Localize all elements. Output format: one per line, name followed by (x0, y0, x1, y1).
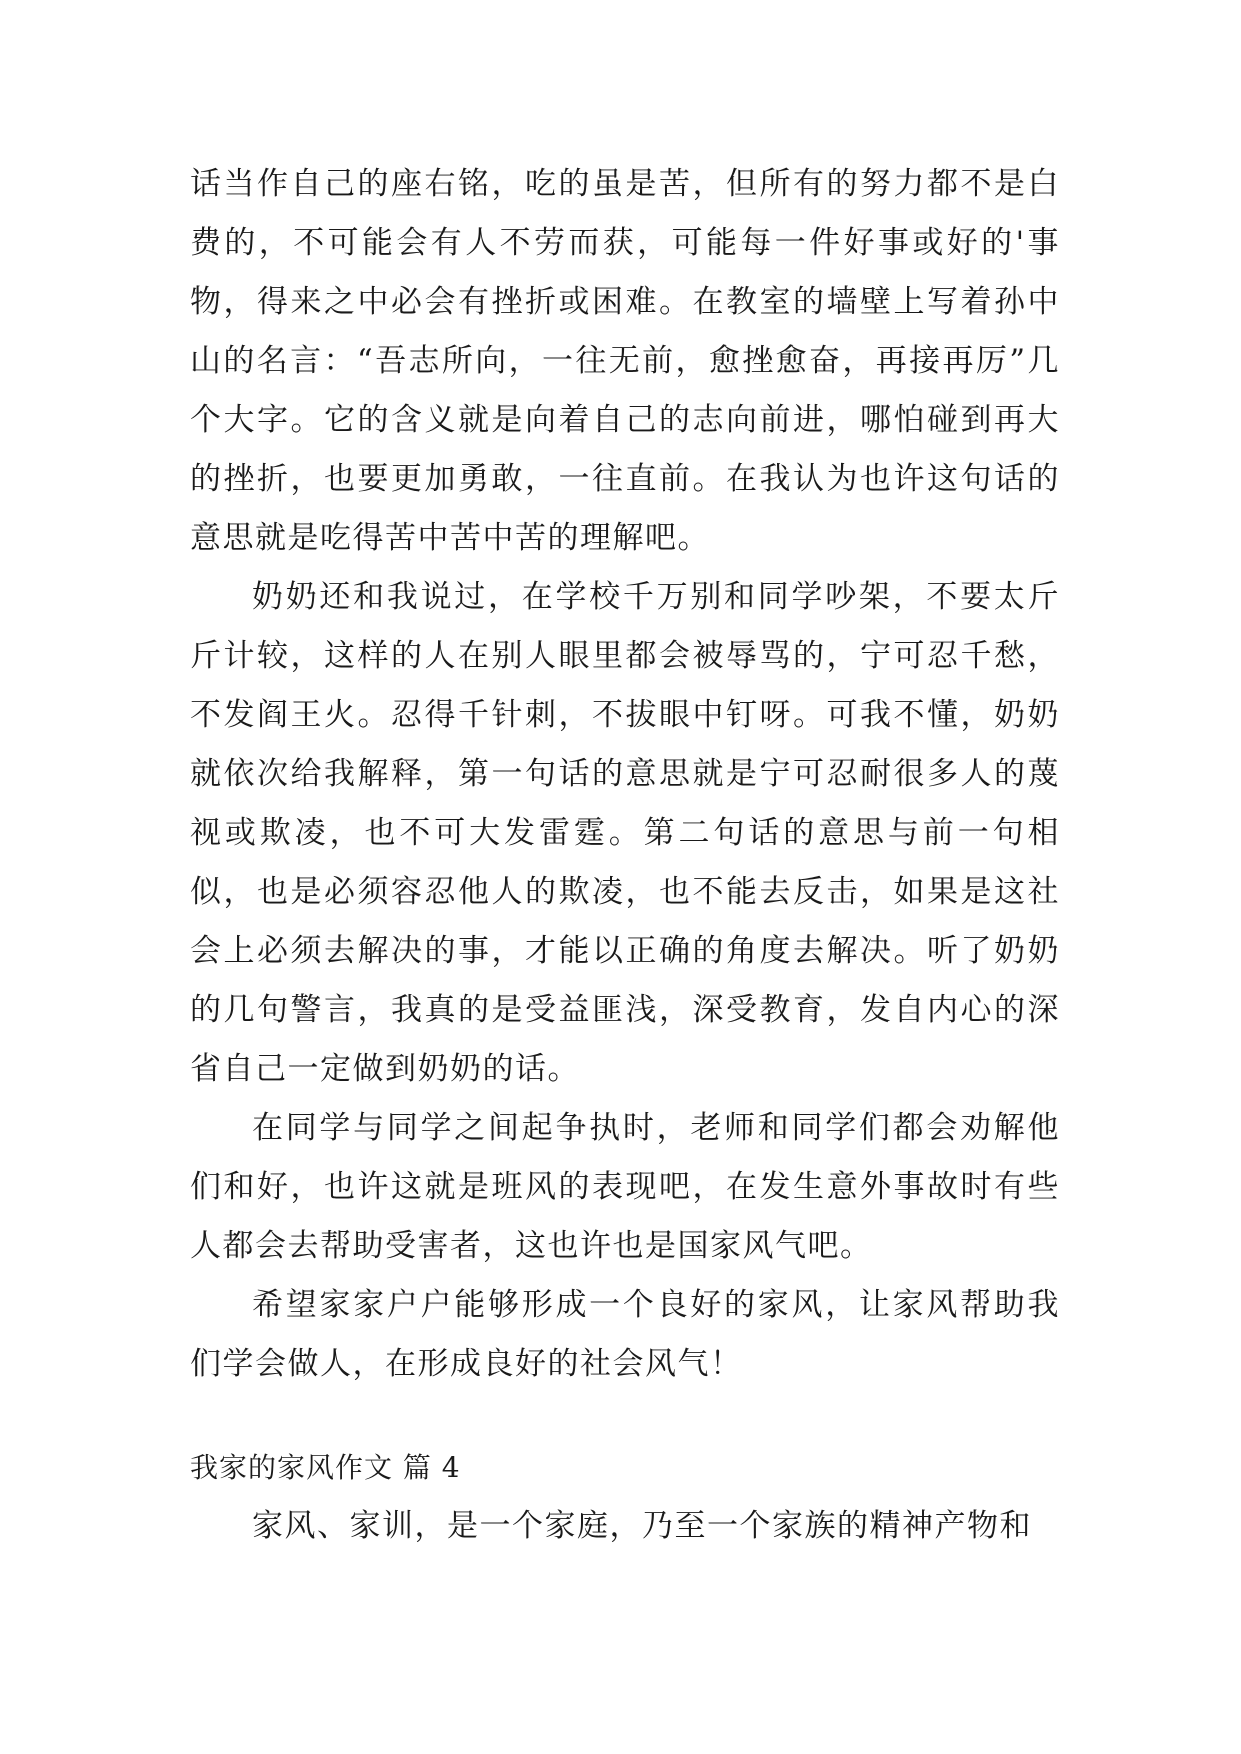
paragraph-grandma-advice: 奶奶还和我说过，在学校千万别和同学吵架，不要太斤斤计较，这样的人在别人眼里都会被辱骂的，宁可忍千愁，不发阎王火。忍得千针刺，不拔眼中钉呀。可我不懂，奶奶就依次给我解释，第一句话的意思就是宁可忍耐很多人的蔑视或欺凌，也不可大发雷霆。第二句话的意思与前一句相似，也是必须容忍他人的欺凌，也不能去反击，如果是这社会上必须去解决的事，才能以正确的角度去解决。听了奶奶的几句警言，我真的是受益匪浅，深受教育，发自内心的深省自己一定做到奶奶的话。 (190, 579, 1060, 1087)
paragraph-class-spirit: 在同学与同学之间起争执时，老师和同学们都会劝解他们和好，也许这就是班风的表现吧，在发生意外事故时有些人都会去帮助受害者，这也许也是国家风气吧。 (190, 1110, 1060, 1264)
paragraph-conclusion: 希望家家户户能够形成一个良好的家风，让家风帮助我们学会做人，在形成良好的社会风气！ (190, 1287, 1060, 1382)
document-body (190, 155, 1060, 1556)
paragraph-continued: 话当作自己的座右铭，吃的虽是苦，但所有的努力都不是白费的，不可能会有人不劳而获，可能每一件好事或好的'事物，得来之中必会有挫折或困难。在教室的墙壁上写着孙中山的名言：“吾志所向，一往无前，愈挫愈奋，再接再厉”几个大字。它的含义就是向着自己的志向前进，哪怕碰到再大的挫折，也要更加勇敢，一往直前。在我认为也许这句话的意思就是吃得苦中苦中苦的理解吧。 (190, 166, 1060, 556)
section-heading: 我家的家风作文 篇 4 (190, 1451, 461, 1484)
paragraph-next-section: 家风、家训，是一个家庭，乃至一个家族的精神产物和 (252, 1508, 1032, 1544)
